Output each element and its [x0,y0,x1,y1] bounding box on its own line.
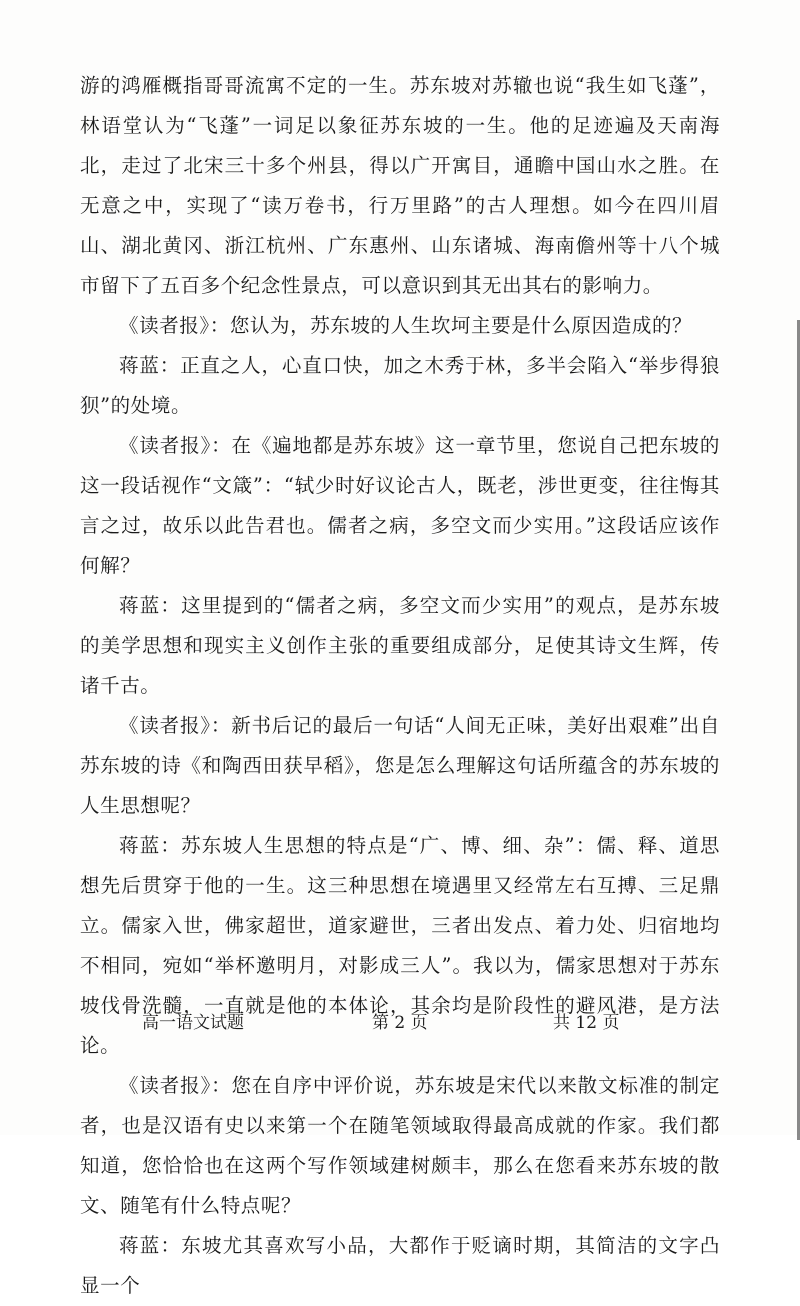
paragraph-question-3: 《读者报》：新书后记的最后一句话“人间无正味，美好出艰难”出自苏东坡的诗《和陶西田获早稻》，您是怎么理解这句话所蕴含的苏东坡的人生思想呢？ [80,714,720,817]
paragraph-answer-4: 蒋蓝：东坡尤其喜欢写小品，大都作于贬谪时期，其简洁的文字凸显一个 [80,1234,720,1297]
page-footer [0,1007,800,1039]
paragraph-question-2: 《读者报》：在《遍地都是苏东坡》这一章节里，您说自己把东坡的这一段话视作“文箴”：“轼少时好议论古人，既老，涉世更变，往往悔其言之过，故乐以此告君也。儒者之病，多空文而少实用。”这段话应该作何解？ [80,434,720,577]
paragraph-intro: 游的鸿雁概指哥哥流寓不定的一生。苏东坡对苏辙也说“我生如飞蓬”，林语堂认为“飞蓬”一词足以象征苏东坡的一生。他的足迹遍及天南海北，走过了北宋三十多个州县，得以广开寓目，通瞻中国山水之胜。在无意之中，实现了“读万卷书，行万里路”的古人理想。如今在四川眉山、湖北黄冈、浙江杭州、广东惠州、山东诸城、海南儋州等十八个城市留下了五百多个纪念性景点，可以意识到其无出其右的影响力。 [80,74,720,297]
article-body [80,66,720,1306]
paragraph-answer-2: 蒋蓝：这里提到的“儒者之病，多空文而少实用”的观点，是苏东坡的美学思想和现实主义创作主张的重要组成部分，足使其诗文生辉，传诸千古。 [80,594,720,697]
footer-total-pages: 共 12 页 [553,1013,620,1033]
paragraph-answer-1: 蒋蓝：正直之人，心直口快，加之木秀于林，多半会陷入“举步得狼狈”的处境。 [80,354,720,417]
paragraph-question-4: 《读者报》：您在自序中评价说，苏东坡是宋代以来散文标准的制定者，也是汉语有史以来第一个在随笔领域取得最高成就的作家。我们都知道，您恰恰也在这两个写作领域建树颇丰，那么在您看来苏东坡的散文、随笔有什么特点呢？ [80,1074,720,1217]
paragraph-answer-3: 蒋蓝：苏东坡人生思想的特点是“广、博、细、杂”：儒、释、道思想先后贯穿于他的一生。这三种思想在境遇里又经常左右互搏、三足鼎立。儒家入世，佛家超世，道家避世，三者出发点、着力处、归宿地均不相同，宛如“举杯邀明月，对影成三人”。我以为，儒家思想对于苏东坡伐骨洗髓，一直就是他的本体论，其余均是阶段性的避风港，是方法论。 [80,834,720,1057]
footer-page-number: 第 2 页 [372,1013,428,1033]
footer-subject: 高一语文试题 [142,1013,244,1033]
paragraph-question-1: 《读者报》：您认为，苏东坡的人生坎坷主要是什么原因造成的？ [119,314,693,337]
